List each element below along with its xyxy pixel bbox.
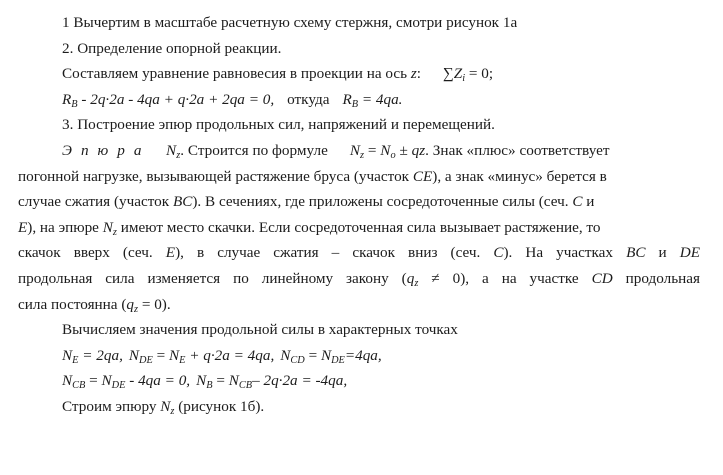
section-E-2: E xyxy=(165,244,176,262)
word-otkuda: откуда xyxy=(287,90,330,108)
colon: : xyxy=(416,65,421,83)
section-E: E xyxy=(18,218,28,236)
subscript-B-3: B xyxy=(206,380,213,392)
subscript-z-4: z xyxy=(414,277,419,289)
line11-part-c: продольная xyxy=(612,269,700,287)
formula-qz-nonzero: $q_z \ne 0$), а на участке xyxy=(406,269,592,289)
subscript-z: z xyxy=(176,149,181,161)
line8-part-a: случае сжатия (участок xyxy=(18,193,173,211)
text-line-12 xyxy=(18,292,700,318)
subscript-CB: CB xyxy=(72,380,86,392)
line12-part-a: сила постоянна ( xyxy=(18,295,127,313)
text-line-8 xyxy=(18,189,700,215)
subscript-DE-2: DE xyxy=(331,354,345,366)
sentence-znak-plus: . Знак «плюс» соответствует xyxy=(425,141,610,159)
subscript-B-2: B xyxy=(351,98,359,110)
line9-part-a: ), на эпюре xyxy=(27,218,103,236)
line10-conj: и xyxy=(645,244,680,262)
text-line-13: Вычисляем значения продольной силы в характерных точках xyxy=(62,321,458,339)
formula-rb-equation: $R_B - 2q\cdot 2a - 4qa + q\cdot 2a + 2qa = 0$, xyxy=(62,90,275,110)
text-line-3-equilibrium xyxy=(18,61,700,87)
line16-part-b: (рисунок 1б). xyxy=(174,397,265,415)
line7-part-a: погонной нагрузке, вызывающей растяжение бруса (участок xyxy=(18,167,413,185)
text-line-1: 1 Вычертим в масштабе расчетную схему стержня, смотри рисунок 1а xyxy=(62,14,518,31)
segment-BC-2: BC xyxy=(626,244,646,262)
formula-rb-result: $R_B = 4qa$. xyxy=(342,90,403,110)
line10-part-d: ). На участках xyxy=(503,244,627,262)
formula-nz-definition: $N_z = N_o$ ± qz xyxy=(349,141,426,161)
subscript-CB-2: CB xyxy=(238,380,253,392)
line9-part-b: имеют место скачки. Если сосредоточенная сила вызывает растяжение, то xyxy=(116,218,601,236)
text-line-2: 2. Определение опорной реакции. xyxy=(62,39,282,57)
subscript-CD: CD xyxy=(290,354,305,366)
formula-sum-z: $\sum Z_i = 0$; xyxy=(442,65,494,85)
line8-part-b: ). В сечениях, где приложены сосредоточенные силы (сеч. xyxy=(192,193,573,211)
formula-nde: $N_{DE} = N_E + q\cdot 2a = 4qa$, xyxy=(128,346,275,366)
text-line-9 xyxy=(18,215,700,241)
line10-part-a: скачок вверх (сеч. xyxy=(18,244,166,262)
text-line-4-reaction-equation xyxy=(18,87,700,113)
segment-CD: CD xyxy=(591,269,613,287)
subscript-i: i xyxy=(462,73,466,85)
subscript-z-6: z xyxy=(170,405,175,417)
text-line-11 xyxy=(18,266,700,292)
text-line-10 xyxy=(18,240,700,266)
section-C-2: C xyxy=(493,244,504,262)
subscript-z-3: z xyxy=(112,226,117,238)
segment-CE: CE xyxy=(412,167,433,185)
text-line-16 xyxy=(18,394,700,420)
symbol-nz-line9: $N_z$ xyxy=(102,218,117,238)
line11-part-a: продольная сила изменяется по линейному закону ( xyxy=(18,269,407,287)
equilibrium-text: Составляем уравнение равновесия в проекции на ось xyxy=(62,65,411,83)
line10-part-b: ), в случае сжатия – скачок вниз (сеч. xyxy=(175,244,494,262)
subscript-o: o xyxy=(390,149,396,161)
document-text-body xyxy=(18,10,700,420)
formula-nb: $N_B = N_{CB}-$ 2q·2a = -4qa, xyxy=(196,372,348,392)
section-C: C xyxy=(572,193,583,211)
subscript-DE: DE xyxy=(139,354,153,366)
text-line-14-force-values-1 xyxy=(18,343,700,369)
formula-ncb: $N_{CB} = N_{DE} - 4qa = 0$, xyxy=(62,372,191,392)
text-line-15-force-values-2 xyxy=(18,368,700,394)
line16-part-a: Строим эпюру xyxy=(62,397,161,415)
subscript-z-2: z xyxy=(360,149,365,161)
symbol-nz-line16: $N_z$ xyxy=(160,397,175,417)
formula-ncd: $N_{CD} = N_{DE}=4qa$, xyxy=(280,346,382,366)
subscript-E: E xyxy=(72,354,79,366)
subscript-z-5: z xyxy=(134,303,139,315)
subscript-B: B xyxy=(71,98,78,110)
subscript-E-2: E xyxy=(179,354,186,366)
text-line-7 xyxy=(18,164,700,190)
formula-ne: $N_E = 2qa$, xyxy=(62,346,123,366)
subscript-DE-3: DE xyxy=(111,380,126,392)
label-epyura: Э п ю р а xyxy=(62,141,145,159)
text-line-5: 3. Построение эпюр продольных сил, напряжений и перемещений. xyxy=(62,116,495,134)
text-line-6-epyura xyxy=(18,138,700,164)
formula-qz-zero: $q_z = 0$). xyxy=(126,295,171,315)
line8-part-d: и xyxy=(582,193,595,211)
segment-DE: DE xyxy=(679,244,700,262)
symbol-nz: $N_z$ xyxy=(166,141,181,161)
line7-part-b: ), а знак «минус» берется в xyxy=(432,167,607,185)
paragraph-epyura-nz xyxy=(18,138,700,317)
axis-variable-z: z xyxy=(410,65,417,83)
segment-BC: BC xyxy=(172,193,193,211)
sentence-stroitsya: . Строится по формуле xyxy=(180,141,328,159)
